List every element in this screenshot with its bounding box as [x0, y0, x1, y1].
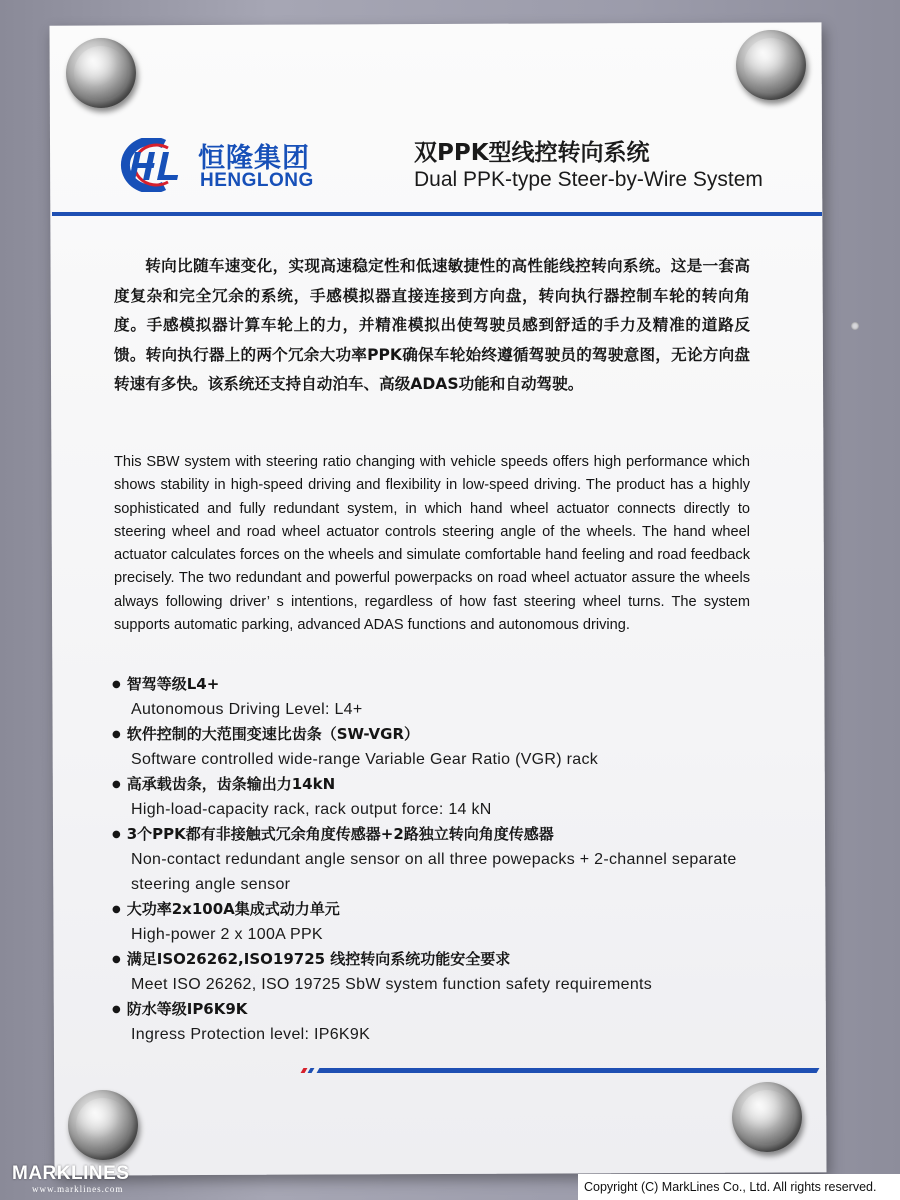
copyright-notice: Copyright (C) MarkLines Co., Ltd. All rights reserved. — [578, 1174, 900, 1200]
feature-title-en: Non-contact redundant angle sensor on all three powepacks + 2-channel separate steering angle sensor — [131, 851, 737, 893]
feature-title-cn: ● 防水等级IP6K9K — [112, 997, 752, 1022]
feature-title-en: Ingress Protection level: IP6K9K — [131, 1026, 371, 1043]
feature-title-en: Autonomous Driving Level: L4+ — [131, 701, 363, 718]
feature-title-cn: ● 高承载齿条，齿条输出力14kN — [112, 772, 752, 797]
feature-item — [112, 672, 752, 722]
feature-title-cn: ● 3个PPK都有非接触式冗余角度传感器+2路独立转向角度传感器 — [112, 822, 752, 847]
mounting-bolt-top-left — [66, 38, 136, 108]
logo-english-name: HENGLONG — [200, 170, 314, 191]
marklines-watermark-url: www.marklines.com — [32, 1184, 124, 1194]
feature-title-en: High-load-capacity rack, rack output force: 14 kN — [131, 801, 492, 818]
title-chinese: 双PPK型线控转向系统 — [414, 140, 650, 166]
feature-title-cn: ● 智驾等级L4+ — [112, 672, 752, 697]
description-english: This SBW system with steering ratio changing with vehicle speeds offers high performance which shows stability in high-speed driving and flexibility in low-speed driving. The product has a highly sophisticated and fully redundant system, in which hand wheel actuator connects directly to steering wheel and road wheel actuator controls steering angle of the wheels. The hand wheel actuator calculates forces on the wheels and simulate comfortable hand feeling and road feedback precisely. The two redundant and powerful powerpacks on road wheel actuator assure the wheels always following driver’ s intentions, regardless of how fast steering wheel turns. The system supports automatic parking, advanced ADAS functions and autonomous driving. — [114, 454, 750, 634]
feature-list — [112, 672, 752, 1047]
wall-screw — [851, 322, 859, 330]
feature-item — [112, 822, 752, 897]
feature-item — [112, 722, 752, 772]
feature-item — [112, 997, 752, 1047]
feature-title-cn: ● 大功率2x100A集成式动力单元 — [112, 897, 752, 922]
footer-stripe-red — [301, 1068, 308, 1073]
logo-chinese-name: 恒隆集团 — [198, 143, 310, 174]
feature-item — [112, 947, 752, 997]
title-english: Dual PPK-type Steer-by-Wire System — [414, 168, 763, 191]
footer-divider — [300, 1068, 818, 1073]
feature-title-cn: ● 软件控制的大范围变速比齿条（SW-VGR） — [112, 722, 752, 747]
feature-title-cn: ● 满足ISO26262,ISO19725 线控转向系统功能安全要求 — [112, 947, 752, 972]
feature-title-en: Software controlled wide-range Variable Gear Ratio (VGR) rack — [131, 751, 599, 768]
feature-title-en: High-power 2 x 100A PPK — [131, 926, 323, 943]
marklines-watermark-logo: MARKLINES — [12, 1163, 130, 1184]
henglong-logo — [112, 136, 322, 196]
feature-item — [112, 772, 752, 822]
feature-item — [112, 897, 752, 947]
feature-title-en: Meet ISO 26262, ISO 19725 SbW system function safety requirements — [131, 976, 653, 993]
henglong-logo-mark-icon — [112, 138, 190, 192]
mounting-bolt-bottom-left — [68, 1090, 138, 1160]
header-divider — [52, 212, 822, 216]
footer-stripe-long — [317, 1068, 820, 1073]
footer-stripe-blue — [308, 1068, 315, 1073]
description-chinese: 转向比随车速变化，实现高速稳定性和低速敏捷性的高性能线控转向系统。这是一套高度复杂和完全冗余的系统，手感模拟器直接连接到方向盘，转向执行器控制车轮的转向角度。手感模拟器计算车轮上的力，并精准模拟出使驾驶员感到舒适的手力及精准的道路反馈。转向执行器上的两个冗余大功率PPK确保车轮始终遵循驾驶员的驾驶意图，无论方向盘转速有多快。该系统还支持自动泊车、高级ADAS功能和自动驾驶。 — [114, 257, 750, 393]
mounting-bolt-top-right — [736, 30, 806, 100]
mounting-bolt-bottom-right — [732, 1082, 802, 1152]
